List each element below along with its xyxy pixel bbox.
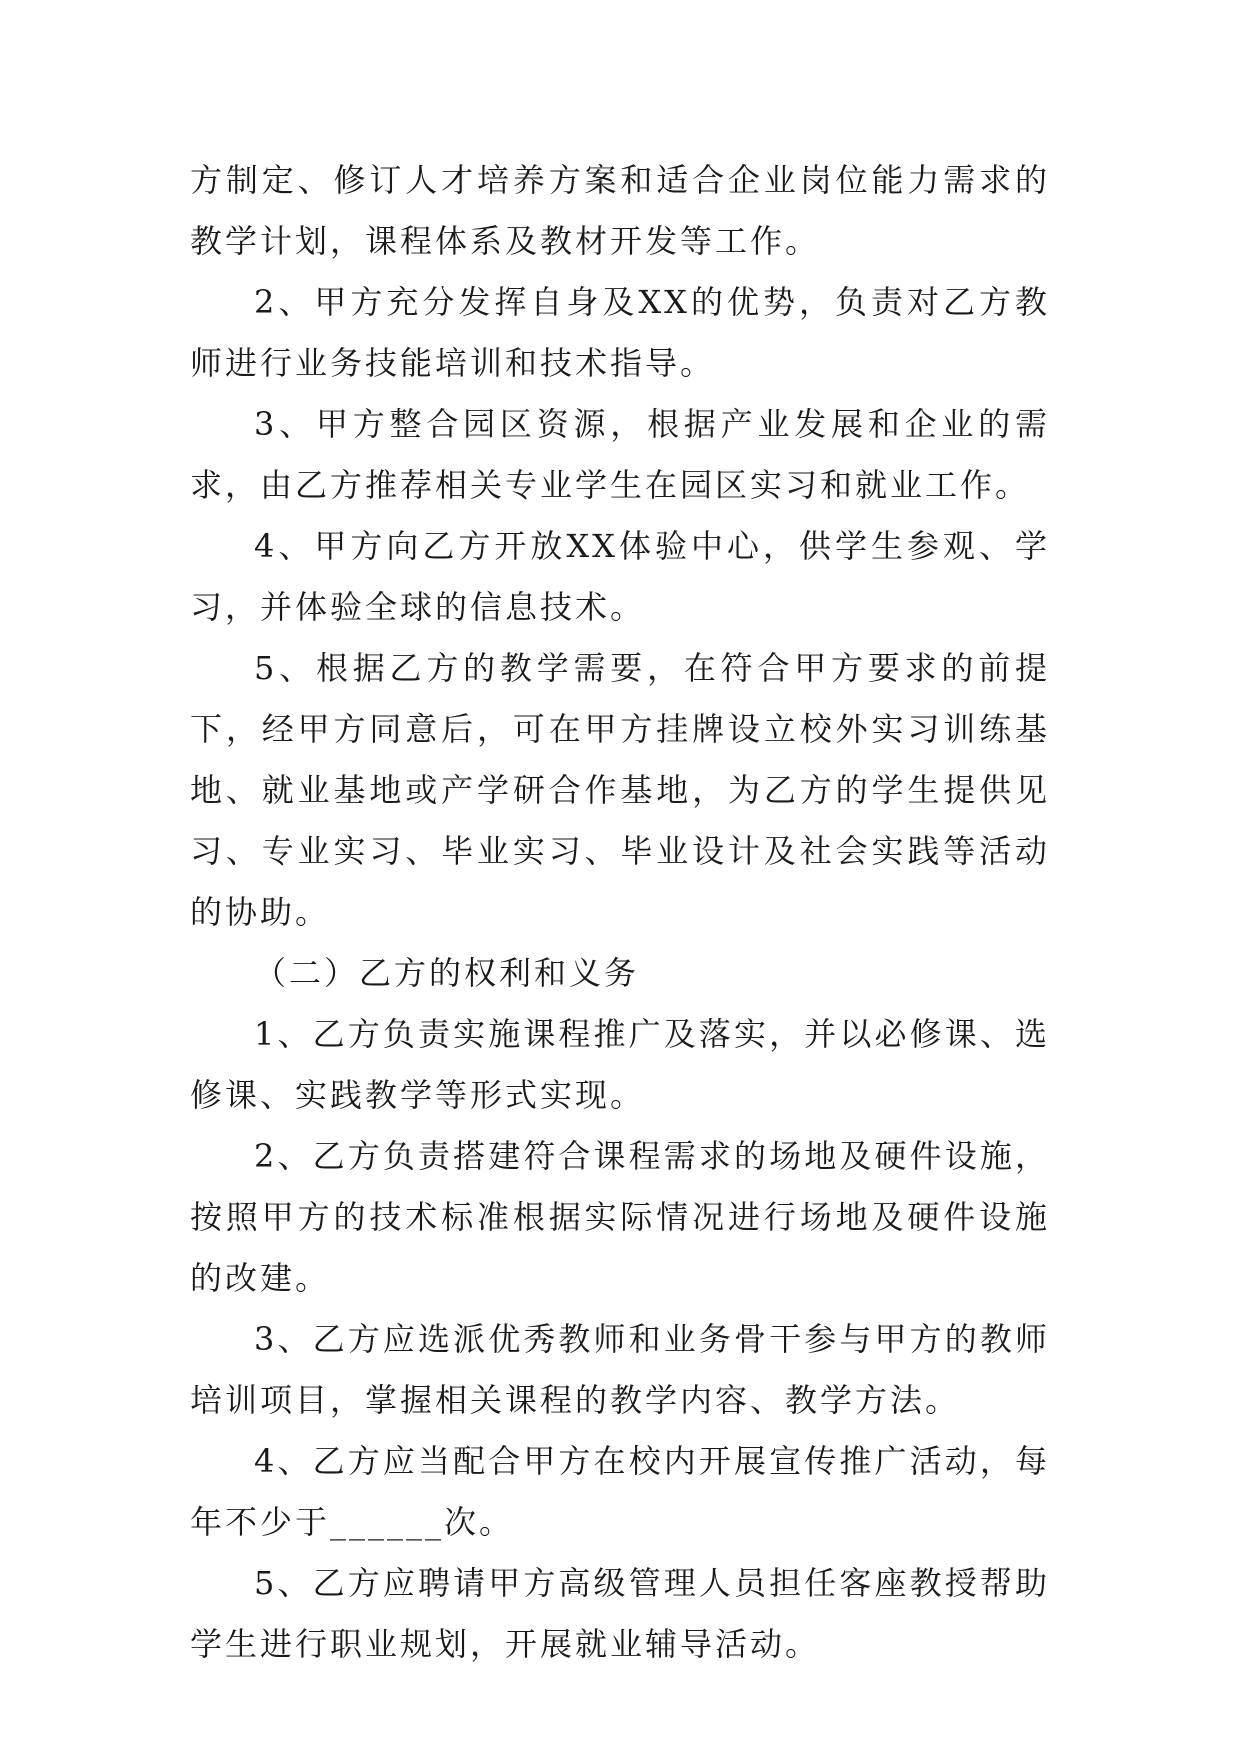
- clause-b5: 5、乙方应聘请甲方高级管理人员担任客座教授帮助学生进行职业规划，开展就业辅导活动。: [190, 1564, 1050, 1663]
- clause-a2: 2、甲方充分发挥自身及XX的优势，负责对乙方教师进行业务技能培训和技术指导。: [190, 283, 1050, 382]
- clause-b1: 1、乙方负责实施课程推广及落实，并以必修课、选修课、实践教学等形式实现。: [190, 1015, 1050, 1114]
- clause-a4: 4、甲方向乙方开放XX体验中心，供学生参观、学习，并体验全球的信息技术。: [190, 527, 1050, 626]
- paragraph-continuation: 方制定、修订人才培养方案和适合企业岗位能力需求的教学计划，课程体系及教材开发等工作。: [190, 161, 1050, 260]
- clause-b3: 3、乙方应选派优秀教师和业务骨干参与甲方的教师培训项目，掌握相关课程的教学内容、教学方法。: [190, 1320, 1050, 1419]
- clause-a3: 3、甲方整合园区资源，根据产业发展和企业的需求，由乙方推荐相关专业学生在园区实习和就业工作。: [190, 405, 1050, 504]
- clause-b4: 4、乙方应当配合甲方在校内开展宣传推广活动，每年不少于______次。: [190, 1442, 1050, 1541]
- clause-b2: 2、乙方负责搭建符合课程需求的场地及硬件设施，按照甲方的技术标准根据实际情况进行场地及硬件设施的改建。: [190, 1137, 1050, 1297]
- document-body: [190, 150, 1050, 1675]
- clause-a5: 5、根据乙方的教学需要，在符合甲方要求的前提下，经甲方同意后，可在甲方挂牌设立校外实习训练基地、就业基地或产学研合作基地，为乙方的学生提供见习、专业实习、毕业实习、毕业设计及社会实践等活动的协助。: [190, 649, 1050, 931]
- section-heading-party-b: （二）乙方的权利和义务: [254, 954, 640, 992]
